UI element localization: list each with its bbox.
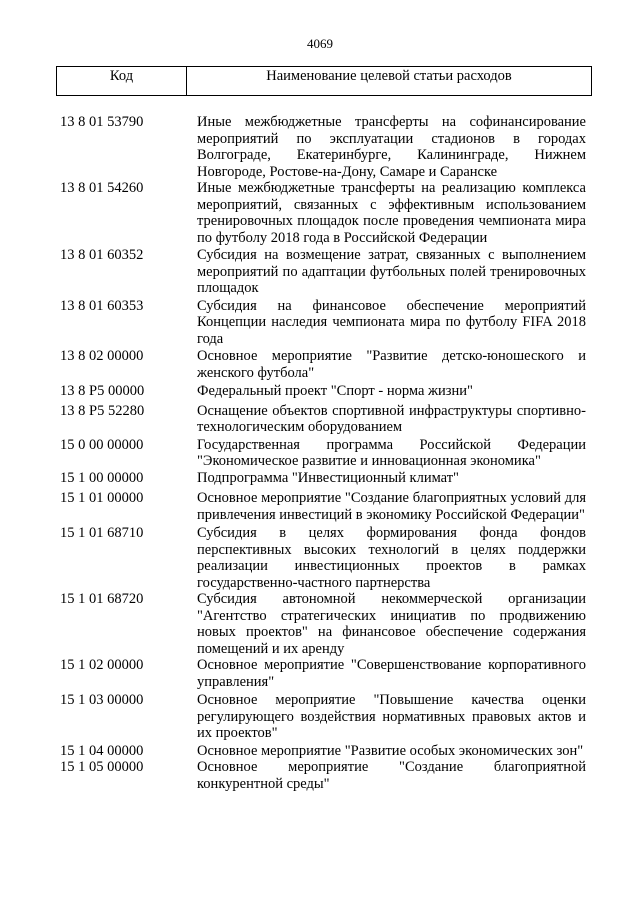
table-row (60, 403, 586, 436)
table-row (60, 298, 586, 348)
row-code: 15 1 02 00000 (60, 657, 144, 673)
row-code: 15 1 03 00000 (60, 692, 144, 708)
row-code: 15 1 05 00000 (60, 759, 144, 775)
row-name: Иные межбюджетные трансферты на софинансирование мероприятий по эксплуатации стадионов в городах Волгограде, Екатеринбурге, Калининграде, Нижнем Новгороде, Ростове-на-Дону, Самаре и Саранске (197, 114, 586, 180)
row-name: Подпрограмма "Инвестиционный климат" (197, 469, 459, 486)
row-name: Основное мероприятие "Развитие детско-юношеского и женского футбола" (197, 348, 586, 381)
row-name: Оснащение объектов спортивной инфраструктуры спортивно-технологическим оборудованием (197, 402, 586, 435)
row-code: 15 1 00 00000 (60, 469, 144, 486)
row-code: 13 8 02 00000 (60, 348, 144, 364)
row-code: 15 1 01 68710 (60, 525, 144, 541)
row-code: 15 0 00 00000 (60, 436, 144, 453)
table-row (60, 470, 586, 487)
column-header-name: Наименование целевой статьи расходов (266, 68, 512, 84)
row-name: Субсидия в целях формирования фонда фондов перспективных высоких технологий в целях поддержки реализации инвестиционных проектов в рамках государственно-частного партнерства (197, 525, 586, 591)
table-row (60, 759, 586, 792)
table-row (60, 348, 586, 381)
table-row (60, 591, 586, 657)
table-row (60, 247, 586, 297)
row-code: 15 1 01 00000 (60, 490, 144, 506)
row-code: 15 1 01 68720 (60, 591, 144, 607)
row-name: Субсидия на возмещение затрат, связанных с выполнением мероприятий по адаптации футбольных полей тренировочных площадок (197, 247, 586, 296)
table-row (60, 490, 586, 523)
table-row (60, 383, 586, 400)
row-name: Субсидия на финансовое обеспечение мероприятий Концепции наследия чемпионата мира по футболу FIFA 2018 года (197, 297, 586, 347)
row-code: 15 1 04 00000 (60, 742, 144, 759)
table-body (60, 114, 586, 792)
table-header (56, 66, 592, 96)
table-row (60, 114, 586, 180)
row-code: 13 8 01 53790 (60, 114, 144, 130)
row-code: 13 8 P5 52280 (60, 402, 145, 419)
row-name: Субсидия автономной некоммерческой организации "Агентство стратегических инициатив по продвижению новых проектов" на финансовое обеспечение содержания помещений и их аренду (197, 591, 586, 657)
page-number: 4069 (307, 36, 333, 51)
table-row (60, 437, 586, 470)
row-name: Федеральный проект "Спорт - норма жизни" (197, 383, 473, 399)
column-header-code: Код (57, 67, 187, 95)
row-name: Государственная программа Российской Федерации "Экономическое развитие и инновационная экономика" (197, 436, 586, 469)
row-name: Основное мероприятие "Совершенствование корпоративного управления" (197, 657, 586, 690)
table-row (60, 692, 586, 742)
row-name: Основное мероприятие "Развитие особых экономических зон" (197, 742, 584, 759)
row-name: Иные межбюджетные трансферты на реализацию комплекса мероприятий, связанных с эффективным использованием тренировочных площадок после проведения чемпионата мира по футболу 2018 года в Российской Федерации (197, 180, 586, 246)
row-name: Основное мероприятие "Создание благоприятной конкурентной среды" (197, 759, 586, 792)
table-row (60, 180, 586, 246)
row-code: 13 8 01 60353 (60, 297, 144, 314)
table-row (60, 743, 586, 760)
row-code: 13 8 P5 00000 (60, 383, 145, 399)
row-name: Основное мероприятие "Повышение качества оценки регулирующего воздействия нормативных правовых актов и их проектов" (197, 692, 586, 741)
table-row (60, 525, 586, 591)
table-row (60, 657, 586, 690)
row-name: Основное мероприятие "Создание благоприятных условий для привлечения инвестиций в экономику Российской Федерации" (197, 490, 586, 523)
row-code: 13 8 01 60352 (60, 247, 144, 263)
row-code: 13 8 01 54260 (60, 180, 144, 196)
